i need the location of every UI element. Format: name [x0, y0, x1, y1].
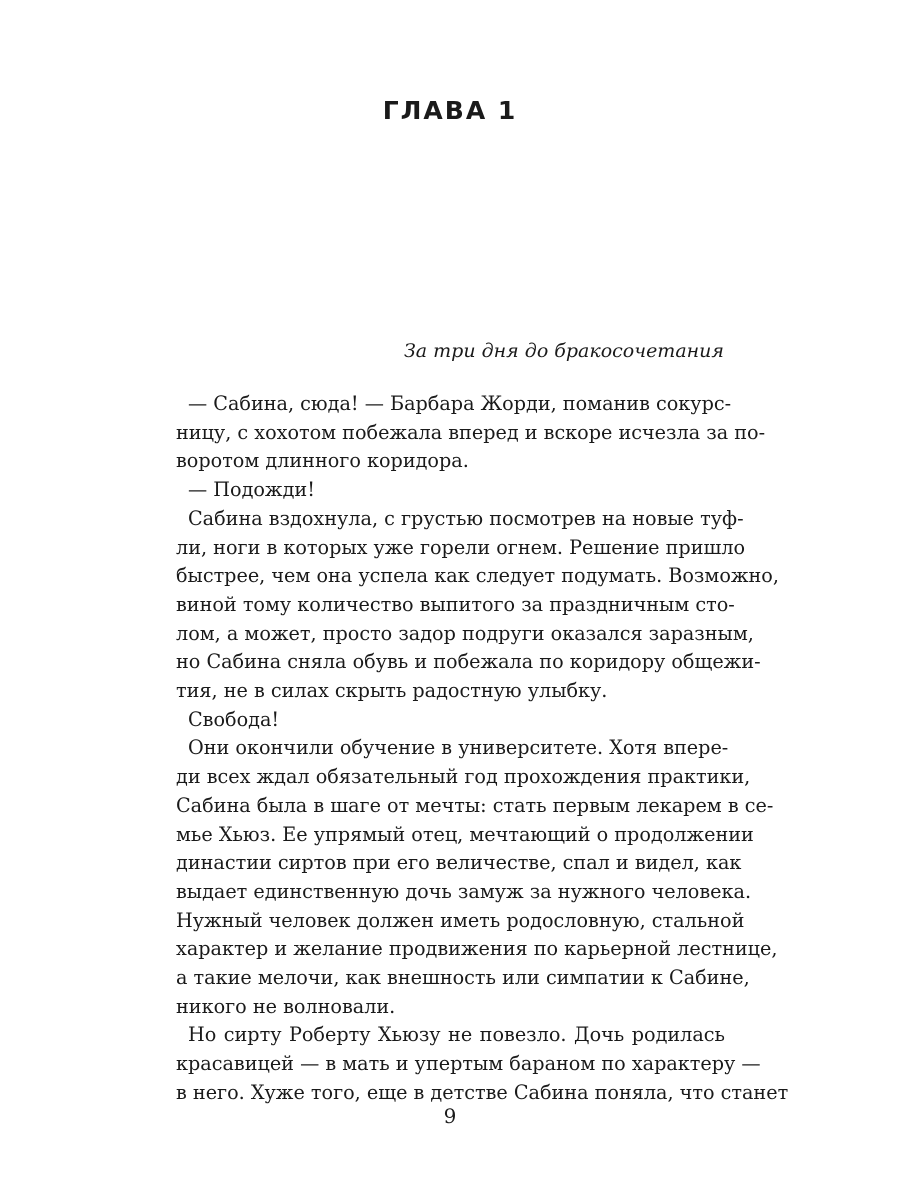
page-number: 9	[443, 1104, 457, 1128]
chapter-title: ГЛАВА 1	[382, 96, 518, 125]
text-line: виной тому количество выпитого за праздничным сто-	[176, 592, 735, 616]
text-line: быстрее, чем она успела как следует подумать. Возможно,	[176, 564, 779, 588]
text-line: Сабина вздохнула, с грустью посмотрев на новые туф-	[188, 506, 744, 530]
text-line: но Сабина сняла обувь и побежала по коридору общежи-	[176, 650, 761, 674]
text-line: красавицей — в мать и упертым бараном по характеру —	[176, 1052, 761, 1076]
text-line: выдает единственную дочь замуж за нужного человека.	[176, 879, 752, 903]
text-line: характер и желание продвижения по карьерной лестнице,	[176, 937, 778, 961]
text-line: в него. Хуже того, еще в детстве Сабина поняла, что станет	[176, 1080, 789, 1104]
text-line: Они окончили обучение в университете. Хотя впере-	[188, 736, 729, 760]
body-text	[176, 390, 789, 1108]
text-line: Нужный человек должен иметь родословную, стальной	[176, 908, 745, 932]
text-line: династии сиртов при его величестве, спал и видел, как	[176, 851, 742, 875]
text-line: воротом длинного коридора.	[176, 449, 469, 473]
text-line: Сабина была в шаге от мечты: стать первым лекарем в се-	[176, 793, 774, 817]
text-line: ди всех ждал обязательный год прохождения практики,	[176, 765, 751, 789]
text-line: мье Хьюз. Ее упрямый отец, мечтающий о продолжении	[176, 822, 754, 846]
epigraph: За три дня до бракосочетания	[403, 340, 724, 362]
text-line: — Подожди!	[188, 478, 315, 502]
text-line: Свобода!	[188, 707, 280, 731]
text-line: а такие мелочи, как внешность или симпатии к Сабине,	[176, 966, 750, 990]
text-line: никого не волновали.	[176, 994, 396, 1018]
text-line: Но сирту Роберту Хьюзу не повезло. Дочь родилась	[188, 1023, 725, 1047]
text-line: лом, а может, просто задор подруги оказался заразным,	[176, 621, 754, 645]
text-line: тия, не в силах скрыть радостную улыбку.	[176, 679, 608, 703]
text-line: — Сабина, сюда! — Барбара Жорди, поманив сокурс-	[188, 392, 732, 415]
text-line: ницу, с хохотом побежала вперед и вскоре исчезла за по-	[176, 420, 766, 444]
text-line: ли, ноги в которых уже горели огнем. Решение пришло	[176, 535, 746, 559]
